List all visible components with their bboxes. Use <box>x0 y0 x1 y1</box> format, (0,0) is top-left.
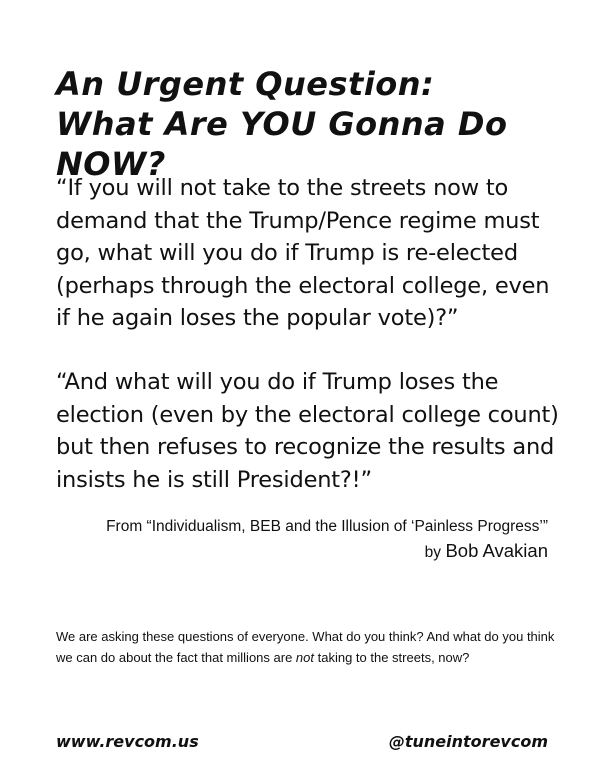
attribution-by: by <box>424 544 442 561</box>
question-text-emphasis: not <box>295 650 314 665</box>
question-paragraph <box>56 626 556 668</box>
quote-1: “If you will not take to the streets now to demand that the Trump/Pence regime must go, what will you do if Trump is re-elected (perhaps through the electoral college, even if he again loses the popular vote)?” <box>56 175 550 331</box>
headline-line-1: An Urgent Question: <box>56 65 435 103</box>
attribution-source: From “Individualism, BEB and the Illusion of ‘Painless Progress’” <box>106 518 548 535</box>
quote-2: “And what will you do if Trump loses the election (even by the electoral college count) but then refuses to recognize the results and insists he is still President?!” <box>56 369 559 493</box>
attribution <box>106 517 548 565</box>
website-link[interactable]: www.revcom.us <box>56 732 199 751</box>
attribution-author: Bob Avakian <box>445 540 548 561</box>
headline <box>56 64 576 184</box>
social-handle[interactable]: @tuneintorevcom <box>388 732 548 751</box>
question-text-part-2: taking to the streets, now? <box>314 650 470 665</box>
attribution-author-line <box>106 539 548 565</box>
question-text-part-1: We are asking these questions of everyone. What do you think? And what do you think we can do about the fact that millions are <box>56 629 555 665</box>
headline-line-2: What Are YOU Gonna Do NOW? <box>56 105 508 183</box>
